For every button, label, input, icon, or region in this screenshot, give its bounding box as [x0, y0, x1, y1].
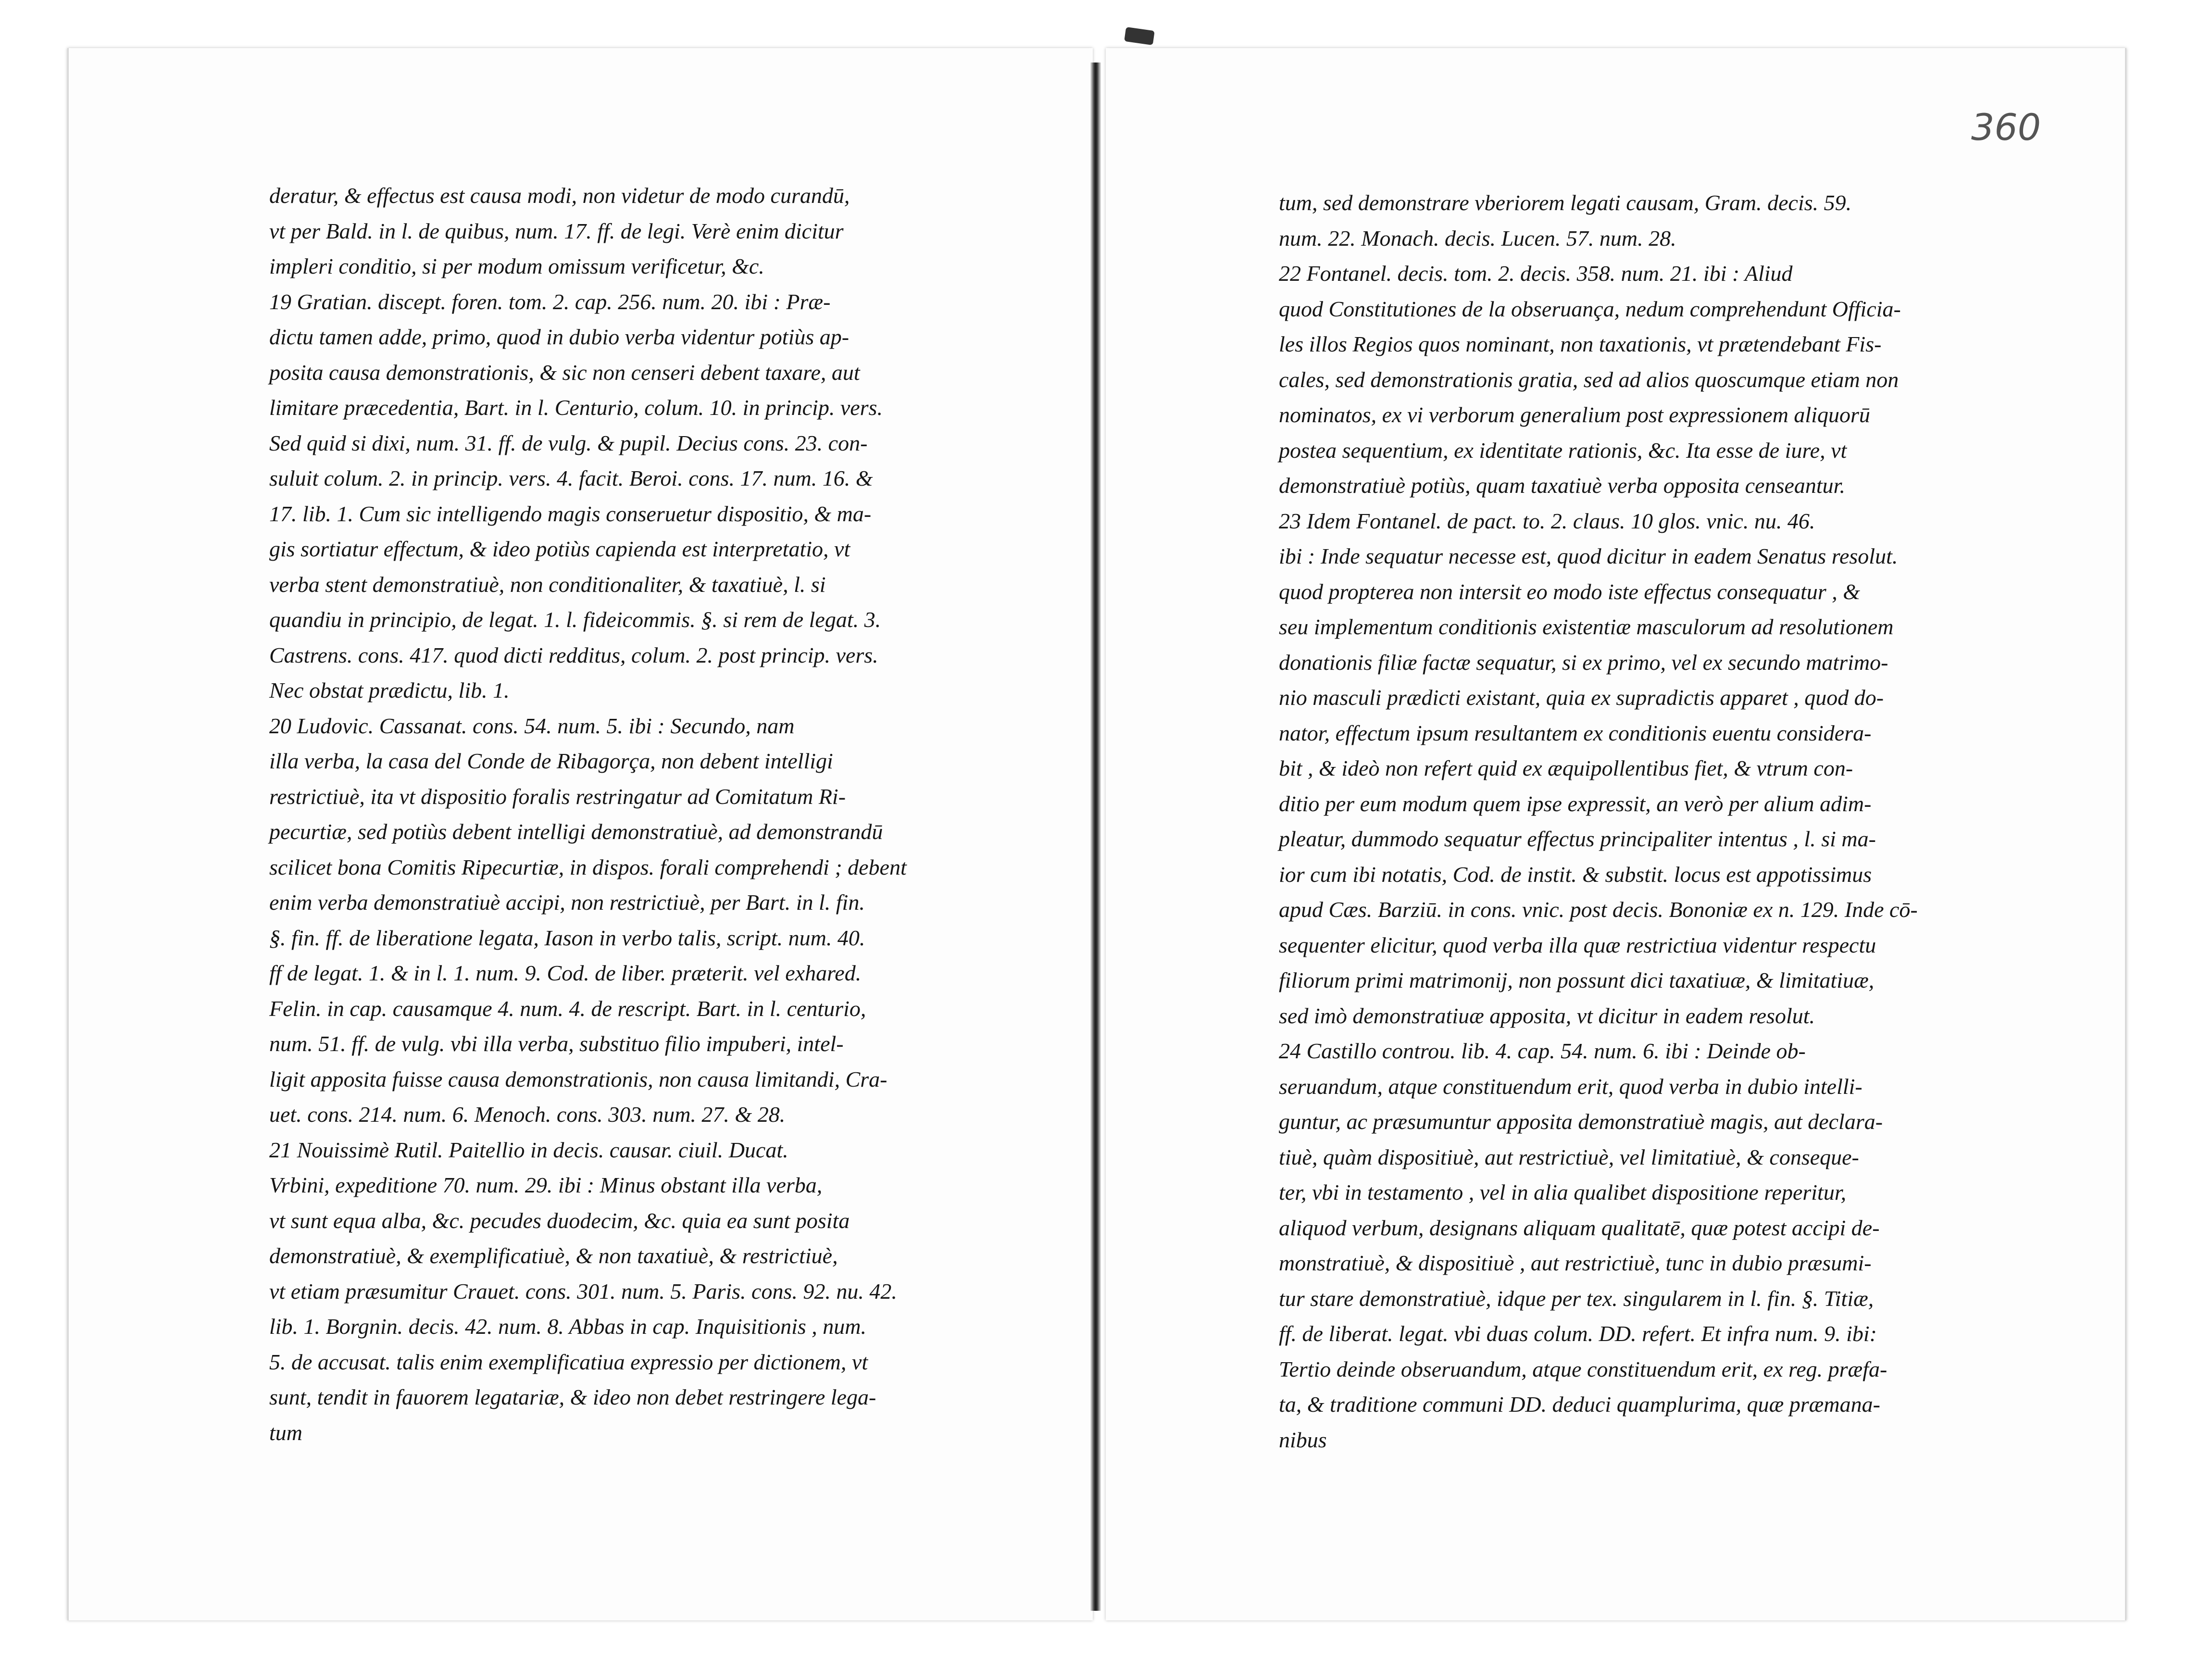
- text-line: 20 Ludovic. Cassanat. cons. 54. num. 5. ibi : Secundo, nam: [269, 713, 795, 738]
- text-line: impleri conditio, si per modum omissum verificetur, &c.: [269, 254, 764, 278]
- text-line: vt sunt equa alba, &c. pecudes duodecim, &c. quia ea sunt posita: [269, 1208, 850, 1233]
- text-line: scilicet bona Comitis Ripecurtiæ, in dispos. forali comprehendi ; debent: [269, 854, 907, 879]
- text-line: guntur, ac præsumuntur apposita demonstratiuè magis, aut declara-: [1279, 1109, 1883, 1134]
- text-line: pecurtiæ, sed potiùs debent intelligi demonstratiuè, ad demonstrandū: [269, 819, 883, 844]
- book-gutter: [1090, 63, 1101, 1611]
- text-line: verba stent demonstratiuè, non conditionaliter, & taxatiuè, l. si: [269, 572, 826, 597]
- text-line: §. fin. ff. de liberatione legata, Iason in verbo talis, script. num. 40.: [269, 925, 865, 950]
- text-line: quandiu in principio, de legat. 1. l. fideicommis. §. si rem de legat. 3.: [269, 607, 881, 632]
- text-line: ta, & traditione communi DD. deduci quamplurima, quæ præmana-: [1279, 1392, 1880, 1417]
- text-line: demonstratiuè, & exemplificatiuè, & non taxatiuè, & restrictiuè,: [269, 1243, 838, 1268]
- text-line: Vrbini, expeditione 70. num. 29. ibi : Minus obstant illa verba,: [269, 1173, 823, 1197]
- text-line: tiuè, quàm dispositiuè, aut restrictiuè, vel limitatiuè, & conseque-: [1279, 1144, 1859, 1169]
- text-line: restrictiuè, ita vt dispositio foralis restringatur ad Comitatum Ri-: [269, 784, 846, 809]
- text-line: vt per Bald. in l. de quibus, num. 17. ff. de legi. Verè enim dicitur: [269, 218, 844, 243]
- text-line: lib. 1. Borgnin. decis. 42. num. 8. Abbas in cap. Inquisitionis , num.: [269, 1314, 866, 1339]
- text-line: aliquod verbum, designans aliquam qualitatē, quæ potest accipi de-: [1279, 1215, 1880, 1240]
- text-line: demonstratiuè potiùs, quam taxatiuè verba opposita censeantur.: [1279, 473, 1845, 498]
- text-line: Castrens. cons. 417. quod dicti redditus, colum. 2. post princip. vers.: [269, 642, 878, 667]
- text-line: monstratiuè, & dispositiuè , aut restrictiuè, tunc in dubio præsumi-: [1279, 1251, 1872, 1275]
- text-line: bit , & ideò non refert quid ex æquipollentibus fiet, & vtrum con-: [1279, 756, 1853, 780]
- text-line: limitare præcedentia, Bart. in l. Centurio, colum. 10. in princip. vers.: [269, 395, 883, 420]
- text-line: ditio per eum modum quem ipse expressit, an verò per alium adim-: [1279, 791, 1872, 816]
- text-line: cales, sed demonstrationis gratia, sed ad alios quoscumque etiam non: [1279, 367, 1899, 392]
- text-line: Tertio deinde obseruandum, atque constituendum erit, ex reg. præfa-: [1279, 1356, 1887, 1381]
- text-line: Felin. in cap. causamque 4. num. 4. de rescript. Bart. in l. centurio,: [269, 996, 866, 1021]
- text-line: 22 Fontanel. decis. tom. 2. decis. 358. num. 21. ibi : Aliud: [1279, 261, 1793, 286]
- text-line: postea sequentium, ex identitate rationis, &c. Ita esse de iure, vt: [1279, 438, 1847, 463]
- text-line: ff de legat. 1. & in l. 1. num. 9. Cod. de liber. præterit. vel exhared.: [269, 961, 862, 985]
- text-line: seu implementum conditionis existentiæ masculorum ad resolutionem: [1279, 615, 1894, 639]
- text-line: enim verba demonstratiuè accipi, non restrictiuè, per Bart. in l. fin.: [269, 890, 865, 915]
- text-line: tur stare demonstratiuè, idque per tex. singularem in l. fin. §. Titiæ,: [1279, 1286, 1874, 1311]
- left-page-text: [269, 178, 907, 1450]
- text-line: num. 22. Monach. decis. Lucen. 57. num. 28.: [1279, 226, 1676, 251]
- folio-number: 360: [1971, 106, 2041, 149]
- text-line: illa verba, la casa del Conde de Ribagorça, non debent intelligi: [269, 749, 833, 773]
- text-line: sequenter elicitur, quod verba illa quæ restrictiua videntur respectu: [1279, 932, 1876, 957]
- text-line: 5. de accusat. talis enim exemplificatiua expressio per dictionem, vt: [269, 1349, 868, 1374]
- text-line: donationis filiæ factæ sequatur, si ex primo, vel ex secundo matrimo-: [1279, 650, 1888, 675]
- text-line: suluit colum. 2. in princip. vers. 4. facit. Beroi. cons. 17. num. 16. &: [269, 466, 873, 490]
- text-line: ibi : Inde sequatur necesse est, quod dicitur in eadem Senatus resolut.: [1279, 544, 1898, 568]
- text-line: sed imò demonstratiuæ apposita, vt dicitur in eadem resolut.: [1279, 1003, 1815, 1028]
- text-line: deratur, & effectus est causa modi, non videtur de modo curandū,: [269, 183, 850, 208]
- text-line: vt etiam præsumitur Crauet. cons. 301. num. 5. Paris. cons. 92. nu. 42.: [269, 1279, 897, 1304]
- text-line: nibus: [1279, 1427, 1327, 1452]
- text-line: seruandum, atque constituendum erit, quod verba in dubio intelli-: [1279, 1074, 1862, 1099]
- text-line: ff. de liberat. legat. vbi duas colum. DD. refert. Et infra num. 9. ibi:: [1279, 1321, 1877, 1346]
- text-line: sunt, tendit in fauorem legatariæ, & ideo non debet restringere lega-: [269, 1385, 876, 1409]
- text-line: uet. cons. 214. num. 6. Menoch. cons. 303. num. 27. & 28.: [269, 1102, 786, 1127]
- text-line: 23 Idem Fontanel. de pact. to. 2. claus. 10 glos. vnic. nu. 46.: [1279, 508, 1815, 533]
- text-line: nio masculi prædicti existant, quia ex supradictis apparet , quod do-: [1279, 685, 1884, 710]
- text-line: pleatur, dummodo sequatur effectus principaliter intentus , l. si ma-: [1279, 827, 1876, 851]
- right-page-text: [1279, 185, 1918, 1457]
- binding-clip: [1124, 27, 1155, 45]
- text-line: gis sortiatur effectum, & ideo potiùs capienda est interpretatio, vt: [269, 537, 850, 561]
- text-line: nominatos, ex vi verborum generalium post expressionem aliquorū: [1279, 402, 1870, 427]
- text-line: posita causa demonstrationis, & sic non censeri debent taxare, aut: [269, 360, 860, 385]
- text-line: filiorum primi matrimonij, non possunt dici taxatiuæ, & limitatiuæ,: [1279, 968, 1875, 992]
- text-line: ligit apposita fuisse causa demonstrationis, non causa limitandi, Cra-: [269, 1066, 887, 1091]
- text-line: les illos Regios quos nominant, non taxationis, vt prætendebant Fis-: [1279, 332, 1882, 356]
- text-line: tum: [269, 1420, 302, 1445]
- text-line: Sed quid si dixi, num. 31. ff. de vulg. & pupil. Decius cons. 23. con-: [269, 430, 868, 455]
- text-line: ter, vbi in testamento , vel in alia qualibet dispositione reperitur,: [1279, 1180, 1847, 1204]
- text-line: Nec obstat prædictu, lib. 1.: [269, 678, 510, 702]
- text-line: num. 51. ff. de vulg. vbi illa verba, substituo filio impuberi, intel-: [269, 1031, 844, 1056]
- text-line: dictu tamen adde, primo, quod in dubio verba videntur potiùs ap-: [269, 325, 850, 349]
- text-line: 21 Nouissimè Rutil. Paitellio in decis. causar. ciuil. Ducat.: [269, 1137, 788, 1162]
- text-line: nator, effectum ipsum resultantem ex conditionis euentu considera-: [1279, 720, 1872, 745]
- text-line: apud Cæs. Barziū. in cons. vnic. post decis. Bononiæ ex n. 129. Inde cō-: [1279, 897, 1918, 922]
- text-line: quod propterea non intersit eo modo iste effectus consequatur , &: [1279, 579, 1861, 604]
- text-line: 24 Castillo controu. lib. 4. cap. 54. num. 6. ibi : Deinde ob-: [1279, 1039, 1806, 1063]
- text-line: quod Constitutiones de la obseruança, nedum comprehendunt Officia-: [1279, 296, 1901, 321]
- text-line: ior cum ibi notatis, Cod. de instit. & substit. locus est appotissimus: [1279, 862, 1872, 887]
- text-line: 17. lib. 1. Cum sic intelligendo magis conseruetur dispositio, & ma-: [269, 501, 872, 526]
- text-line: tum, sed demonstrare vberiorem legati causam, Gram. decis. 59.: [1279, 190, 1852, 215]
- text-line: 19 Gratian. discept. foren. tom. 2. cap. 256. num. 20. ibi : Præ-: [269, 289, 831, 314]
